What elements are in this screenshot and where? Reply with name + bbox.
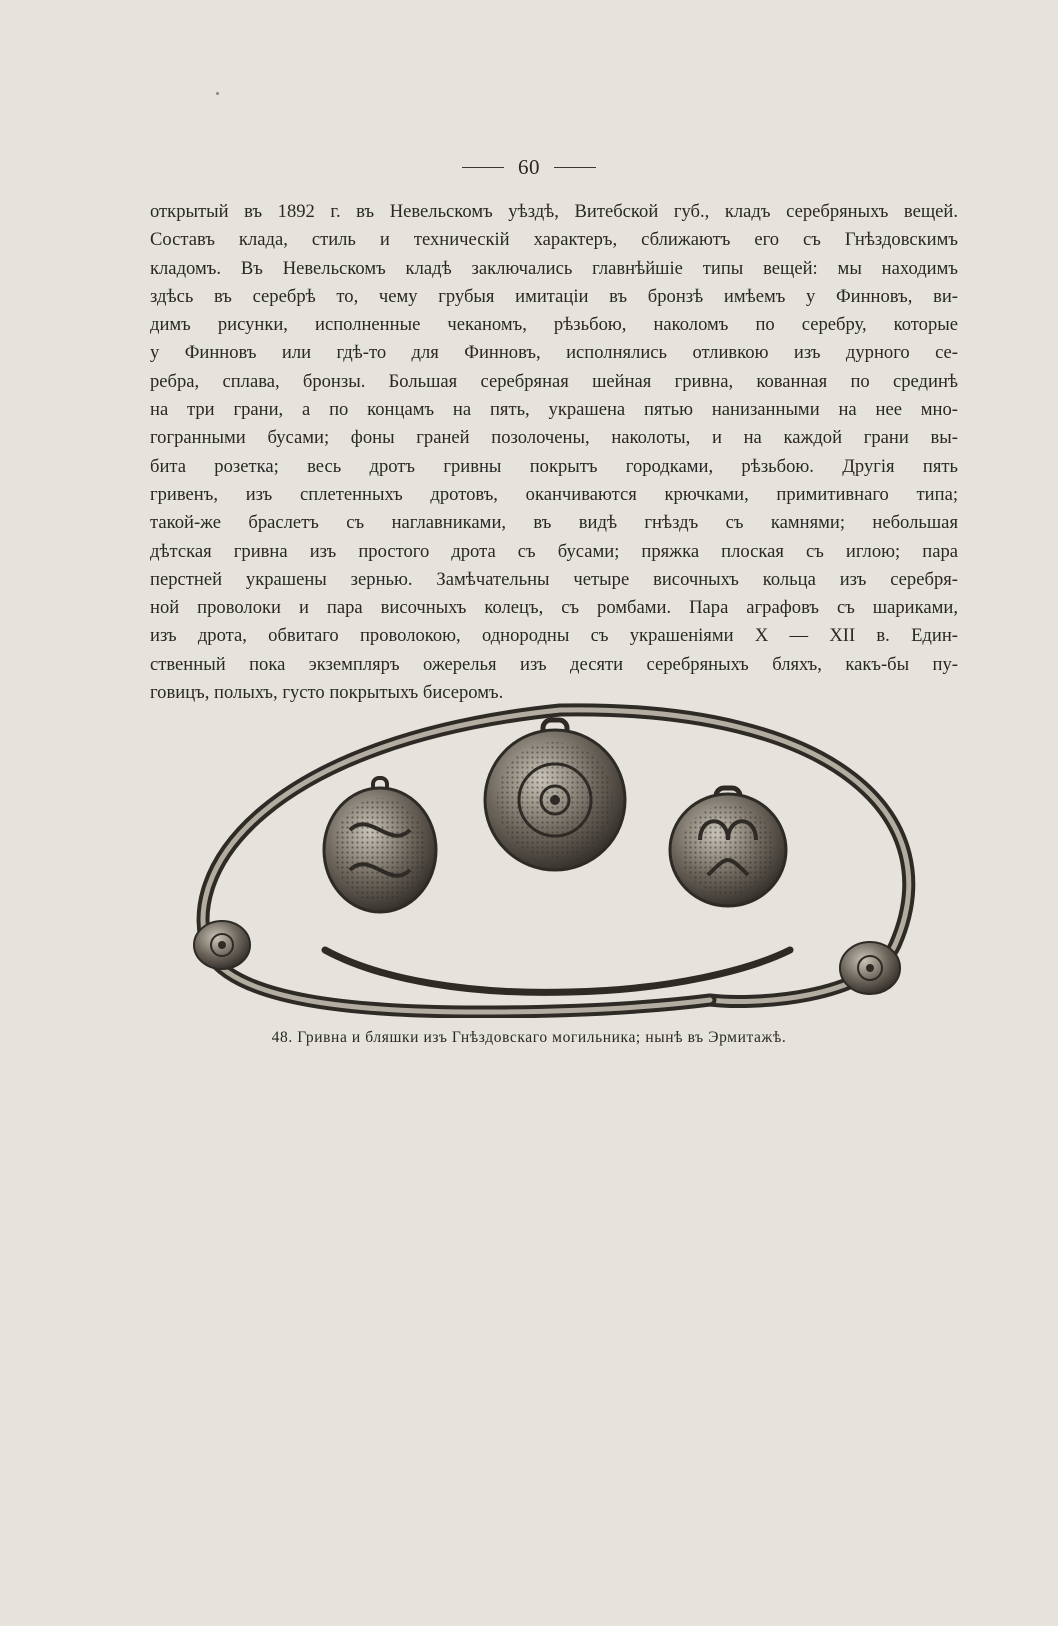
text-line: гривенъ, изъ сплетенныхъ дротовъ, оканчиваются крючками, примитивнаго типа;: [150, 483, 958, 505]
text-line: у Финновъ или гдѣ-то для Финновъ, исполнялись отливкою изъ дурного се-: [150, 342, 958, 364]
text-line: кладомъ. Въ Невельскомъ кладѣ заключались главнѣйшіе типы вещей: мы находимъ: [150, 257, 958, 279]
figure-caption: 48. Гривна и бляшки изъ Гнѣздовскаго могильника; нынѣ въ Эрмитажѣ.: [271, 1029, 787, 1046]
text-line: говицъ, полыхъ, густо покрытыхъ бисеромъ.: [150, 682, 504, 704]
pendant-openwork: [324, 778, 436, 912]
text-line: перстней украшены зернью. Замѣчательны четыре височныхъ кольца изъ серебря-: [150, 568, 958, 590]
text-line: изъ дрота, обвитаго проволокою, однородны съ украшеніями X — XII в. Един-: [150, 625, 958, 647]
paper-speck: [216, 92, 219, 95]
body-paragraph: [150, 198, 958, 707]
page-header: [0, 155, 1058, 180]
text-line: открытый въ 1892 г. въ Невельскомъ уѣздѣ, Витебской губ., кладъ серебряныхъ вещей.: [150, 201, 958, 222]
header-rule-right: [554, 167, 596, 168]
ring-beads: [194, 921, 900, 994]
text-line: гогранными бусами; фоны граней позолочены, наколоты, и на каждой грани вы-: [150, 427, 958, 449]
text-line: на три грани, а по концамъ на пять, украшена пятью нанизанными на нее мно-: [150, 399, 958, 421]
text-line: ребра, сплава, бронзы. Большая серебряная шейная гривна, кованная по срединѣ: [150, 370, 958, 392]
text-line: здѣсь въ серебрѣ то, чему грубыя имитаціи въ бронзѣ имѣемъ у Финновъ, ви-: [150, 285, 958, 307]
pendant-filigree-large: [485, 720, 625, 870]
text-line: ной проволоки и пара височныхъ колецъ, съ ромбами. Пара аграфовъ съ шариками,: [150, 597, 958, 619]
pendant-filigree-small: [670, 788, 786, 906]
text-line: такой-же браслетъ съ наглавниками, въ видѣ гнѣздъ съ камнями; небольшая: [150, 512, 958, 534]
header-rule-left: [462, 167, 504, 168]
text-line: ственный пока экземпляръ ожерелья изъ десяти серебряныхъ бляхъ, какъ-бы пу-: [150, 653, 958, 675]
engraving-figure: [150, 700, 958, 1018]
text-line: димъ рисунки, исполненные чеканомъ, рѣзьбою, наколомъ по серебру, которые: [150, 314, 958, 336]
jewelry-engraving: [150, 700, 958, 1018]
page-number: 60: [518, 155, 540, 179]
text-line: бита розетка; весь дротъ гривны покрытъ городками, рѣзьбою. Другія пять: [150, 455, 958, 477]
text-line: дѣтская гривна изъ простого дрота съ бусами; пряжка плоская съ иглою; пара: [150, 540, 958, 562]
text-line: Составъ клада, стиль и техническій характеръ, сближаютъ его съ Гнѣздовскимъ: [150, 229, 958, 251]
